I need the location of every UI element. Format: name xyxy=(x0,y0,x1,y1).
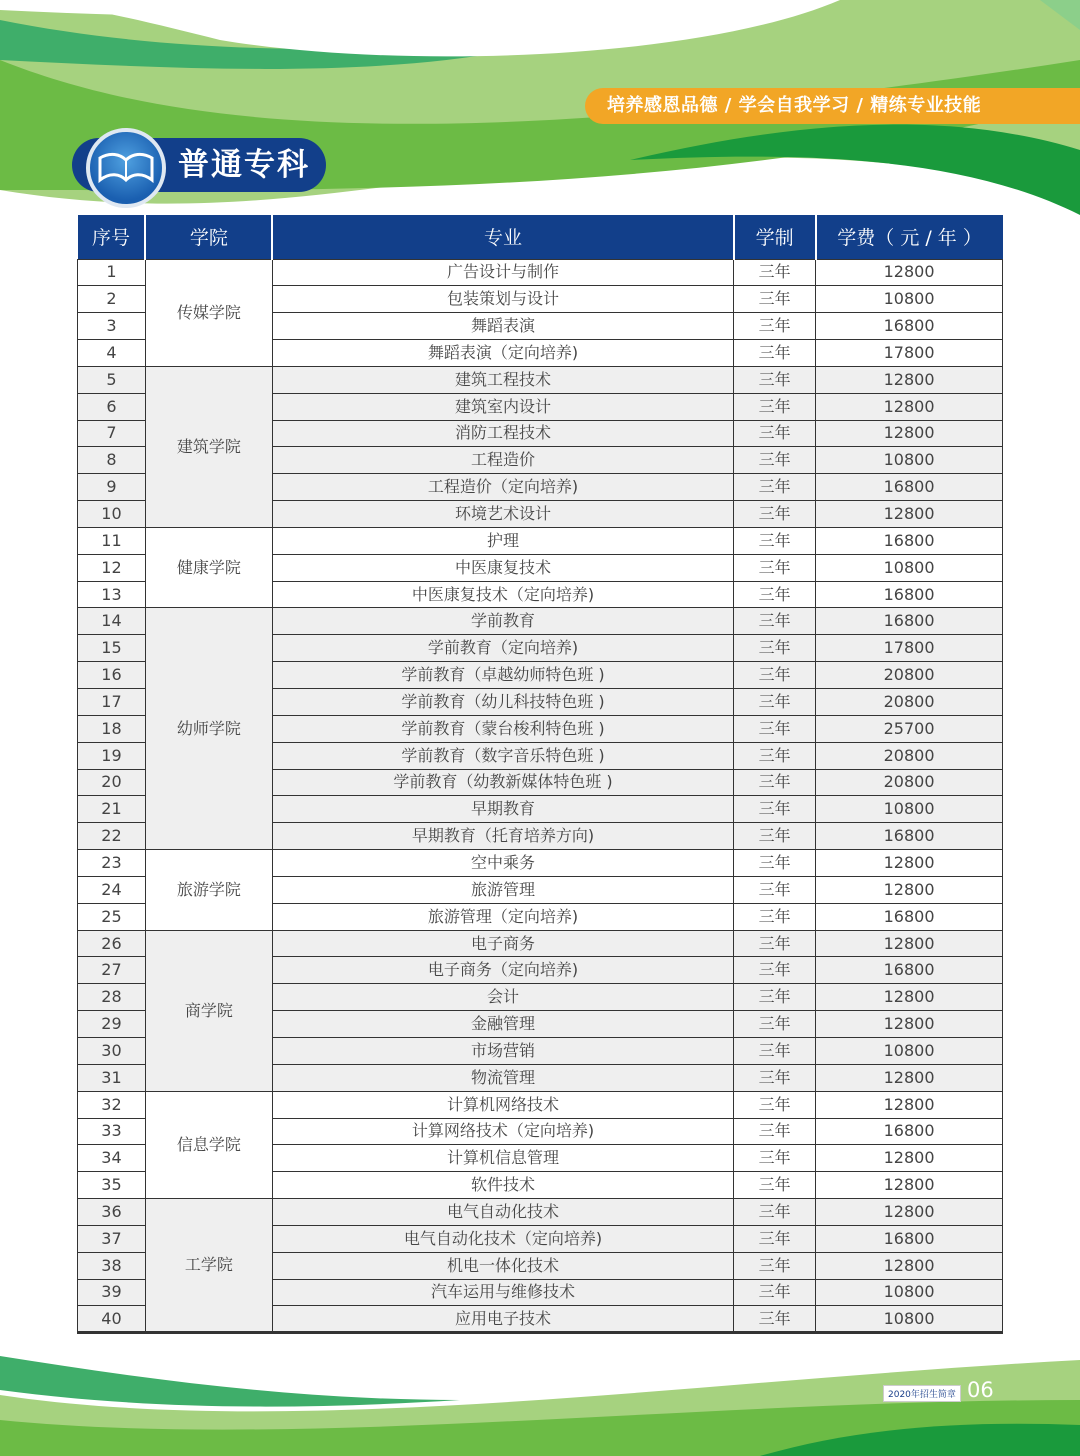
major-cell: 环境艺术设计 xyxy=(272,501,733,528)
duration-cell: 三年 xyxy=(734,1306,816,1333)
tuition-cell: 20800 xyxy=(816,742,1003,769)
table-row xyxy=(78,259,1003,286)
row-index: 20 xyxy=(78,769,146,796)
page-number: 06 xyxy=(967,1378,994,1402)
row-index: 21 xyxy=(78,796,146,823)
major-cell: 软件技术 xyxy=(272,1172,733,1199)
duration-cell: 三年 xyxy=(734,1011,816,1038)
major-cell: 建筑室内设计 xyxy=(272,393,733,420)
tuition-cell: 12800 xyxy=(816,1091,1003,1118)
college-cell: 工学院 xyxy=(145,1199,272,1333)
table-row xyxy=(78,1199,1003,1226)
duration-cell: 三年 xyxy=(734,957,816,984)
tuition-cell: 10800 xyxy=(816,1306,1003,1333)
tuition-cell: 12800 xyxy=(816,984,1003,1011)
tuition-cell: 12800 xyxy=(816,876,1003,903)
row-index: 13 xyxy=(78,581,146,608)
tuition-cell: 20800 xyxy=(816,662,1003,689)
tuition-cell: 10800 xyxy=(816,554,1003,581)
program-table xyxy=(77,215,1003,1334)
duration-cell: 三年 xyxy=(734,527,816,554)
tuition-cell: 20800 xyxy=(816,689,1003,716)
major-cell: 广告设计与制作 xyxy=(272,259,733,286)
tuition-cell: 10800 xyxy=(816,447,1003,474)
tuition-cell: 20800 xyxy=(816,769,1003,796)
duration-cell: 三年 xyxy=(734,1225,816,1252)
row-index: 23 xyxy=(78,850,146,877)
row-index: 7 xyxy=(78,420,146,447)
major-cell: 中医康复技术 xyxy=(272,554,733,581)
major-cell: 舞蹈表演 xyxy=(272,313,733,340)
duration-cell: 三年 xyxy=(734,635,816,662)
duration-cell: 三年 xyxy=(734,715,816,742)
major-cell: 机电一体化技术 xyxy=(272,1252,733,1279)
duration-cell: 三年 xyxy=(734,1091,816,1118)
duration-cell: 三年 xyxy=(734,1064,816,1091)
row-index: 34 xyxy=(78,1145,146,1172)
row-index: 17 xyxy=(78,689,146,716)
duration-cell: 三年 xyxy=(734,689,816,716)
major-cell: 学前教育（数字音乐特色班 ) xyxy=(272,742,733,769)
duration-cell: 三年 xyxy=(734,823,816,850)
major-cell: 学前教育（幼教新媒体特色班 ) xyxy=(272,769,733,796)
tuition-cell: 12800 xyxy=(816,930,1003,957)
row-index: 33 xyxy=(78,1118,146,1145)
row-index: 14 xyxy=(78,608,146,635)
row-index: 38 xyxy=(78,1252,146,1279)
duration-cell: 三年 xyxy=(734,662,816,689)
row-index: 10 xyxy=(78,501,146,528)
major-cell: 建筑工程技术 xyxy=(272,366,733,393)
row-index: 9 xyxy=(78,474,146,501)
major-cell: 学前教育 xyxy=(272,608,733,635)
row-index: 19 xyxy=(78,742,146,769)
tuition-cell: 17800 xyxy=(816,340,1003,367)
duration-cell: 三年 xyxy=(734,1145,816,1172)
row-index: 37 xyxy=(78,1225,146,1252)
row-index: 3 xyxy=(78,313,146,340)
tuition-cell: 10800 xyxy=(816,286,1003,313)
row-index: 39 xyxy=(78,1279,146,1306)
duration-cell: 三年 xyxy=(734,474,816,501)
col-header-index: 序号 xyxy=(78,215,146,259)
tuition-cell: 12800 xyxy=(816,501,1003,528)
college-cell: 传媒学院 xyxy=(145,259,272,366)
tuition-cell: 16800 xyxy=(816,527,1003,554)
row-index: 24 xyxy=(78,876,146,903)
major-cell: 学前教育（定向培养) xyxy=(272,635,733,662)
row-index: 32 xyxy=(78,1091,146,1118)
row-index: 6 xyxy=(78,393,146,420)
table-row xyxy=(78,930,1003,957)
row-index: 2 xyxy=(78,286,146,313)
duration-cell: 三年 xyxy=(734,420,816,447)
section-title: 普通专科 xyxy=(178,147,310,183)
row-index: 5 xyxy=(78,366,146,393)
duration-cell: 三年 xyxy=(734,286,816,313)
row-index: 29 xyxy=(78,1011,146,1038)
table-row xyxy=(78,366,1003,393)
tuition-cell: 12800 xyxy=(816,393,1003,420)
table-row xyxy=(78,850,1003,877)
duration-cell: 三年 xyxy=(734,1118,816,1145)
major-cell: 中医康复技术（定向培养) xyxy=(272,581,733,608)
footer-label: 2020年招生简章 xyxy=(883,1385,961,1402)
tuition-cell: 12800 xyxy=(816,259,1003,286)
col-header-duration: 学制 xyxy=(734,215,816,259)
row-index: 40 xyxy=(78,1306,146,1333)
duration-cell: 三年 xyxy=(734,876,816,903)
col-header-tuition: 学费（ 元 / 年 ） xyxy=(816,215,1003,259)
major-cell: 旅游管理 xyxy=(272,876,733,903)
major-cell: 早期教育 xyxy=(272,796,733,823)
duration-cell: 三年 xyxy=(734,903,816,930)
college-cell: 幼师学院 xyxy=(145,608,272,850)
major-cell: 工程造价（定向培养) xyxy=(272,474,733,501)
tuition-cell: 16800 xyxy=(816,474,1003,501)
tuition-cell: 12800 xyxy=(816,366,1003,393)
college-cell: 信息学院 xyxy=(145,1091,272,1198)
tuition-cell: 16800 xyxy=(816,581,1003,608)
tuition-cell: 16800 xyxy=(816,608,1003,635)
duration-cell: 三年 xyxy=(734,984,816,1011)
major-cell: 会计 xyxy=(272,984,733,1011)
duration-cell: 三年 xyxy=(734,366,816,393)
duration-cell: 三年 xyxy=(734,554,816,581)
row-index: 26 xyxy=(78,930,146,957)
row-index: 4 xyxy=(78,340,146,367)
col-header-college: 学院 xyxy=(145,215,272,259)
duration-cell: 三年 xyxy=(734,1199,816,1226)
row-index: 1 xyxy=(78,259,146,286)
major-cell: 计算机信息管理 xyxy=(272,1145,733,1172)
duration-cell: 三年 xyxy=(734,608,816,635)
table-row xyxy=(78,1091,1003,1118)
college-cell: 建筑学院 xyxy=(145,366,272,527)
college-cell: 健康学院 xyxy=(145,527,272,608)
major-cell: 空中乘务 xyxy=(272,850,733,877)
col-header-major: 专业 xyxy=(272,215,733,259)
duration-cell: 三年 xyxy=(734,1172,816,1199)
row-index: 25 xyxy=(78,903,146,930)
duration-cell: 三年 xyxy=(734,340,816,367)
row-index: 18 xyxy=(78,715,146,742)
duration-cell: 三年 xyxy=(734,393,816,420)
tuition-cell: 17800 xyxy=(816,635,1003,662)
major-cell: 应用电子技术 xyxy=(272,1306,733,1333)
duration-cell: 三年 xyxy=(734,501,816,528)
duration-cell: 三年 xyxy=(734,259,816,286)
row-index: 36 xyxy=(78,1199,146,1226)
major-cell: 护理 xyxy=(272,527,733,554)
major-cell: 学前教育（卓越幼师特色班 ) xyxy=(272,662,733,689)
book-icon xyxy=(86,128,166,208)
row-index: 8 xyxy=(78,447,146,474)
tuition-cell: 16800 xyxy=(816,1118,1003,1145)
duration-cell: 三年 xyxy=(734,447,816,474)
tuition-cell: 12800 xyxy=(816,1011,1003,1038)
row-index: 28 xyxy=(78,984,146,1011)
tuition-cell: 12800 xyxy=(816,1064,1003,1091)
college-cell: 商学院 xyxy=(145,930,272,1091)
duration-cell: 三年 xyxy=(734,796,816,823)
row-index: 12 xyxy=(78,554,146,581)
row-index: 35 xyxy=(78,1172,146,1199)
major-cell: 工程造价 xyxy=(272,447,733,474)
row-index: 27 xyxy=(78,957,146,984)
major-cell: 电气自动化技术（定向培养) xyxy=(272,1225,733,1252)
row-index: 31 xyxy=(78,1064,146,1091)
major-cell: 旅游管理（定向培养) xyxy=(272,903,733,930)
tuition-cell: 16800 xyxy=(816,1225,1003,1252)
duration-cell: 三年 xyxy=(734,1252,816,1279)
major-cell: 计算网络技术（定向培养) xyxy=(272,1118,733,1145)
major-cell: 学前教育（幼儿科技特色班 ) xyxy=(272,689,733,716)
tuition-cell: 10800 xyxy=(816,1037,1003,1064)
row-index: 30 xyxy=(78,1037,146,1064)
major-cell: 早期教育（托育培养方向) xyxy=(272,823,733,850)
major-cell: 物流管理 xyxy=(272,1064,733,1091)
major-cell: 市场营销 xyxy=(272,1037,733,1064)
duration-cell: 三年 xyxy=(734,850,816,877)
major-cell: 舞蹈表演（定向培养) xyxy=(272,340,733,367)
row-index: 16 xyxy=(78,662,146,689)
tuition-cell: 16800 xyxy=(816,903,1003,930)
tuition-cell: 12800 xyxy=(816,1145,1003,1172)
tuition-cell: 12800 xyxy=(816,1172,1003,1199)
major-cell: 包装策划与设计 xyxy=(272,286,733,313)
tuition-cell: 16800 xyxy=(816,823,1003,850)
tuition-cell: 12800 xyxy=(816,850,1003,877)
duration-cell: 三年 xyxy=(734,1279,816,1306)
major-cell: 消防工程技术 xyxy=(272,420,733,447)
major-cell: 电子商务（定向培养) xyxy=(272,957,733,984)
major-cell: 汽车运用与维修技术 xyxy=(272,1279,733,1306)
major-cell: 计算机网络技术 xyxy=(272,1091,733,1118)
duration-cell: 三年 xyxy=(734,313,816,340)
table-row xyxy=(78,608,1003,635)
tuition-cell: 10800 xyxy=(816,796,1003,823)
major-cell: 电子商务 xyxy=(272,930,733,957)
row-index: 22 xyxy=(78,823,146,850)
duration-cell: 三年 xyxy=(734,742,816,769)
major-cell: 学前教育（蒙台梭利特色班 ) xyxy=(272,715,733,742)
table-row xyxy=(78,527,1003,554)
tuition-cell: 12800 xyxy=(816,1199,1003,1226)
tuition-cell: 25700 xyxy=(816,715,1003,742)
tuition-cell: 12800 xyxy=(816,420,1003,447)
row-index: 11 xyxy=(78,527,146,554)
duration-cell: 三年 xyxy=(734,581,816,608)
row-index: 15 xyxy=(78,635,146,662)
tuition-cell: 10800 xyxy=(816,1279,1003,1306)
college-cell: 旅游学院 xyxy=(145,850,272,931)
slogan-banner: 培养感恩品德 / 学会自我学习 / 精练专业技能 xyxy=(585,88,1080,124)
major-cell: 电气自动化技术 xyxy=(272,1199,733,1226)
major-cell: 金融管理 xyxy=(272,1011,733,1038)
duration-cell: 三年 xyxy=(734,930,816,957)
table-header-row xyxy=(78,215,1003,259)
duration-cell: 三年 xyxy=(734,1037,816,1064)
tuition-cell: 16800 xyxy=(816,313,1003,340)
tuition-cell: 12800 xyxy=(816,1252,1003,1279)
duration-cell: 三年 xyxy=(734,769,816,796)
tuition-cell: 16800 xyxy=(816,957,1003,984)
